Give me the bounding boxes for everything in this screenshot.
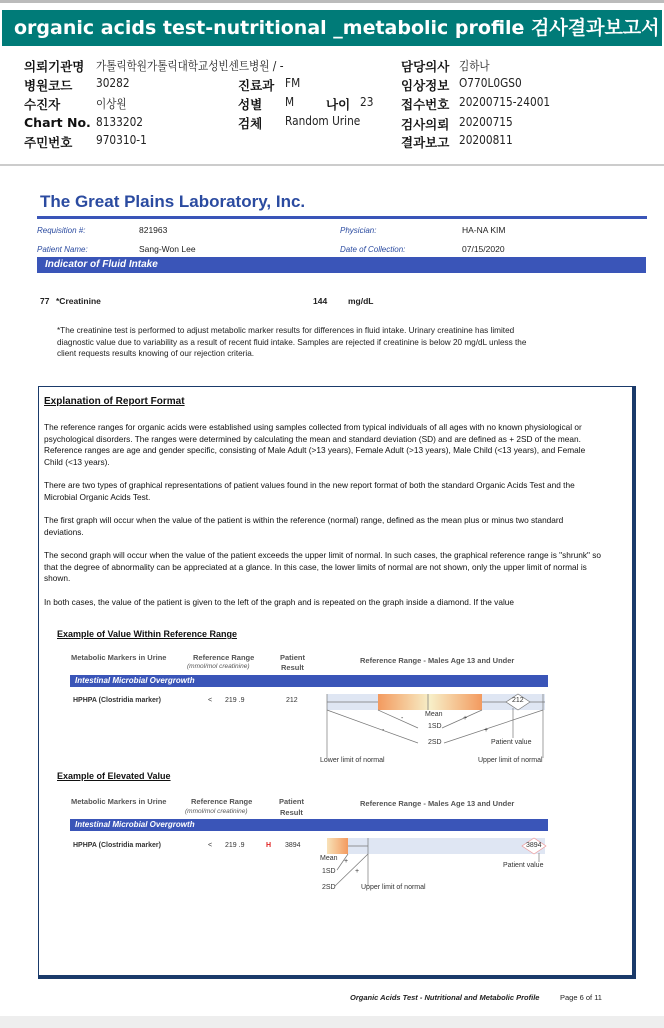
requisition-label: Requisition #: — [37, 226, 86, 235]
patient-name-value: Sang-Won Lee — [139, 244, 196, 254]
creatinine-note: *The creatinine test is performed to adjust metabolic marker results for differences in fluid intake. Urinary creatinine has limited diagnostic value due to variability as a result of recent fluid intake. Samples are rejected if creatinine is below 20 mg/dL unless the client requests results knowing of our rejection criteria. — [57, 326, 527, 358]
ref-value: 219 .9 — [225, 697, 245, 704]
paragraph: There are two types of graphical representations of patient values found in the new report format of both the standard Organic Acids Test and the Microbial Organic Acids Test. — [44, 480, 575, 502]
marker-name: HPHPA (Clostridia marker) — [73, 842, 161, 849]
physician-label: Physician: — [340, 226, 377, 235]
graph2-band: Intestinal Microbial Overgrowth — [70, 819, 548, 831]
hosp-code-value: 30282 — [96, 76, 130, 90]
receipt-label: 접수번호 — [401, 97, 450, 112]
diamond-value: 3894 — [526, 842, 542, 849]
doctor-label: 담당의사 — [401, 59, 450, 74]
graph2-heading: Example of Elevated Value — [57, 771, 171, 781]
patient-label: 수진자 — [24, 97, 61, 112]
paragraph: The second graph will occur when the value of the patient exceeds the upper limit of normal. In such cases, the graphical reference range is "shrunk" so that the degree of abnormality can be appreciated at a glance. In this case, the lower limits of normal are not shown, only the upper limit of normal is shown. — [44, 550, 602, 583]
doctor-value: 김하나 — [459, 59, 490, 73]
lab-name: The Great Plains Laboratory, Inc. — [40, 192, 306, 211]
patient-name-label: Patient Name: — [37, 245, 88, 254]
col-result: Result — [280, 808, 303, 817]
paragraph: The first graph will occur when the value of the patient is within the reference (normal) range, defined as the mean plus or minus two standard deviations. — [44, 515, 564, 537]
sd2-label: 2SD — [322, 884, 336, 891]
upper-limit-label: Upper limit of normal — [361, 884, 426, 891]
clinical-value: O770L0GS0 — [459, 76, 522, 90]
ref-value: 219 .9 — [225, 842, 245, 849]
creatinine-value: 144 — [313, 296, 328, 306]
report-title: organic acids test-nutritional _metabolic profile 검사결과보고서 — [2, 10, 662, 46]
diamond-value: 212 — [512, 697, 524, 704]
ref-lt: < — [208, 842, 213, 849]
plus-sign: + — [484, 727, 489, 734]
specimen-label: 검체 — [238, 116, 263, 131]
explanation-heading: Explanation of Report Format — [44, 396, 185, 407]
col-result: Result — [281, 663, 304, 672]
inst-value: 가톨릭학원가톨릭대학교성빈센트병원 / - — [96, 59, 284, 73]
inst-label: 의뢰기관명 — [24, 59, 85, 74]
high-flag: H — [266, 842, 272, 849]
plus-sign: + — [344, 858, 349, 865]
page-number: Page 6 of 11 — [560, 993, 602, 1002]
report-date-label: 결과보고 — [401, 135, 450, 150]
paragraph: In both cases, the value of the patient is given to the left of the graph and is repeated on the graph inside a diamond. If the value — [44, 597, 515, 607]
sex-value: M — [285, 95, 295, 109]
chart-label: Chart No. — [24, 115, 91, 130]
col-reference: Reference Range — [191, 797, 253, 806]
age-value: 23 — [360, 95, 374, 109]
lower-limit-label: Lower limit of normal — [320, 757, 385, 764]
id-value: 970310-1 — [96, 133, 147, 147]
col-markers: Metabolic Markers in Urine — [71, 797, 167, 806]
patient-value-label: Patient value — [503, 862, 544, 869]
plus-sign: + — [463, 715, 468, 722]
minus-sign: - — [382, 727, 385, 734]
dept-label: 진료과 — [238, 78, 275, 93]
graph1-heading: Example of Value Within Reference Range — [57, 629, 237, 639]
col-patient: Patient — [279, 797, 305, 806]
receipt-value: 20200715-24001 — [459, 95, 551, 109]
col-range: Reference Range - Males Age 13 and Under — [360, 656, 515, 665]
sd1-label: 1SD — [428, 723, 442, 730]
creatinine-unit: mg/dL — [348, 296, 374, 306]
report-date-value: 20200811 — [459, 133, 513, 147]
id-label: 주민번호 — [24, 135, 73, 150]
sex-label: 성별 — [238, 97, 263, 112]
ref-lt: < — [208, 697, 213, 704]
sd2-label: 2SD — [428, 739, 442, 746]
request-label: 검사의뢰 — [401, 117, 450, 132]
col-reference-sub: (mmol/mol creatinine) — [185, 808, 248, 815]
paragraph: The reference ranges for organic acids were established using samples collected from typical individuals of all ages with no known physiological or psychological disorders. The ranges were determined by calculating the mean and standard deviation (SD) and are defined as + 2SD of the mean. Reference ranges are age and gender specific, consisting of Male Adult (>13 years), Female Adult (>13 years), Male Child (<13 years), and Female Child (<13 years). — [44, 422, 586, 467]
col-markers: Metabolic Markers in Urine — [71, 653, 167, 662]
patient-value-label: Patient value — [491, 739, 532, 746]
patient-value: 이상원 — [96, 97, 127, 111]
specimen-value: Random Urine — [285, 114, 361, 128]
col-range: Reference Range - Males Age 13 and Under — [360, 799, 515, 808]
physician-value: HA-NA KIM — [462, 225, 506, 235]
mean-label: Mean — [320, 855, 338, 862]
sd1-label: 1SD — [322, 868, 336, 875]
chart-value: 8133202 — [96, 115, 144, 129]
plus-sign: + — [355, 868, 360, 875]
creatinine-number: 77 — [40, 296, 50, 306]
sd-box — [378, 694, 482, 710]
collection-date-value: 07/15/2020 — [462, 244, 505, 254]
marker-name: HPHPA (Clostridia marker) — [73, 697, 161, 704]
age-label: 나이 — [326, 97, 351, 112]
bottom-bar — [0, 1016, 664, 1028]
hosp-code-label: 병원코드 — [24, 78, 73, 93]
mean-label: Mean — [425, 711, 443, 718]
dept-value: FM — [285, 76, 301, 90]
creatinine-name: *Creatinine — [56, 296, 101, 306]
footer-title: Organic Acids Test - Nutritional and Metabolic Profile — [350, 993, 540, 1002]
col-reference: Reference Range — [193, 653, 255, 662]
upper-limit-label: Upper limit of normal — [478, 757, 543, 764]
col-patient: Patient — [280, 653, 306, 662]
col-reference-sub: (mmol/mol creatinine) — [187, 663, 250, 670]
section-header: Indicator of Fluid Intake — [37, 257, 646, 273]
minus-sign: - — [401, 715, 404, 722]
graph1-band: Intestinal Microbial Overgrowth — [70, 675, 548, 687]
request-value: 20200715 — [459, 115, 513, 129]
sd-box — [327, 838, 348, 854]
patient-result: 212 — [286, 697, 298, 704]
collection-date-label: Date of Collection: — [340, 245, 406, 254]
requisition-value: 821963 — [139, 225, 168, 235]
patient-result: 3894 — [285, 842, 301, 849]
clinical-label: 임상정보 — [401, 78, 450, 93]
